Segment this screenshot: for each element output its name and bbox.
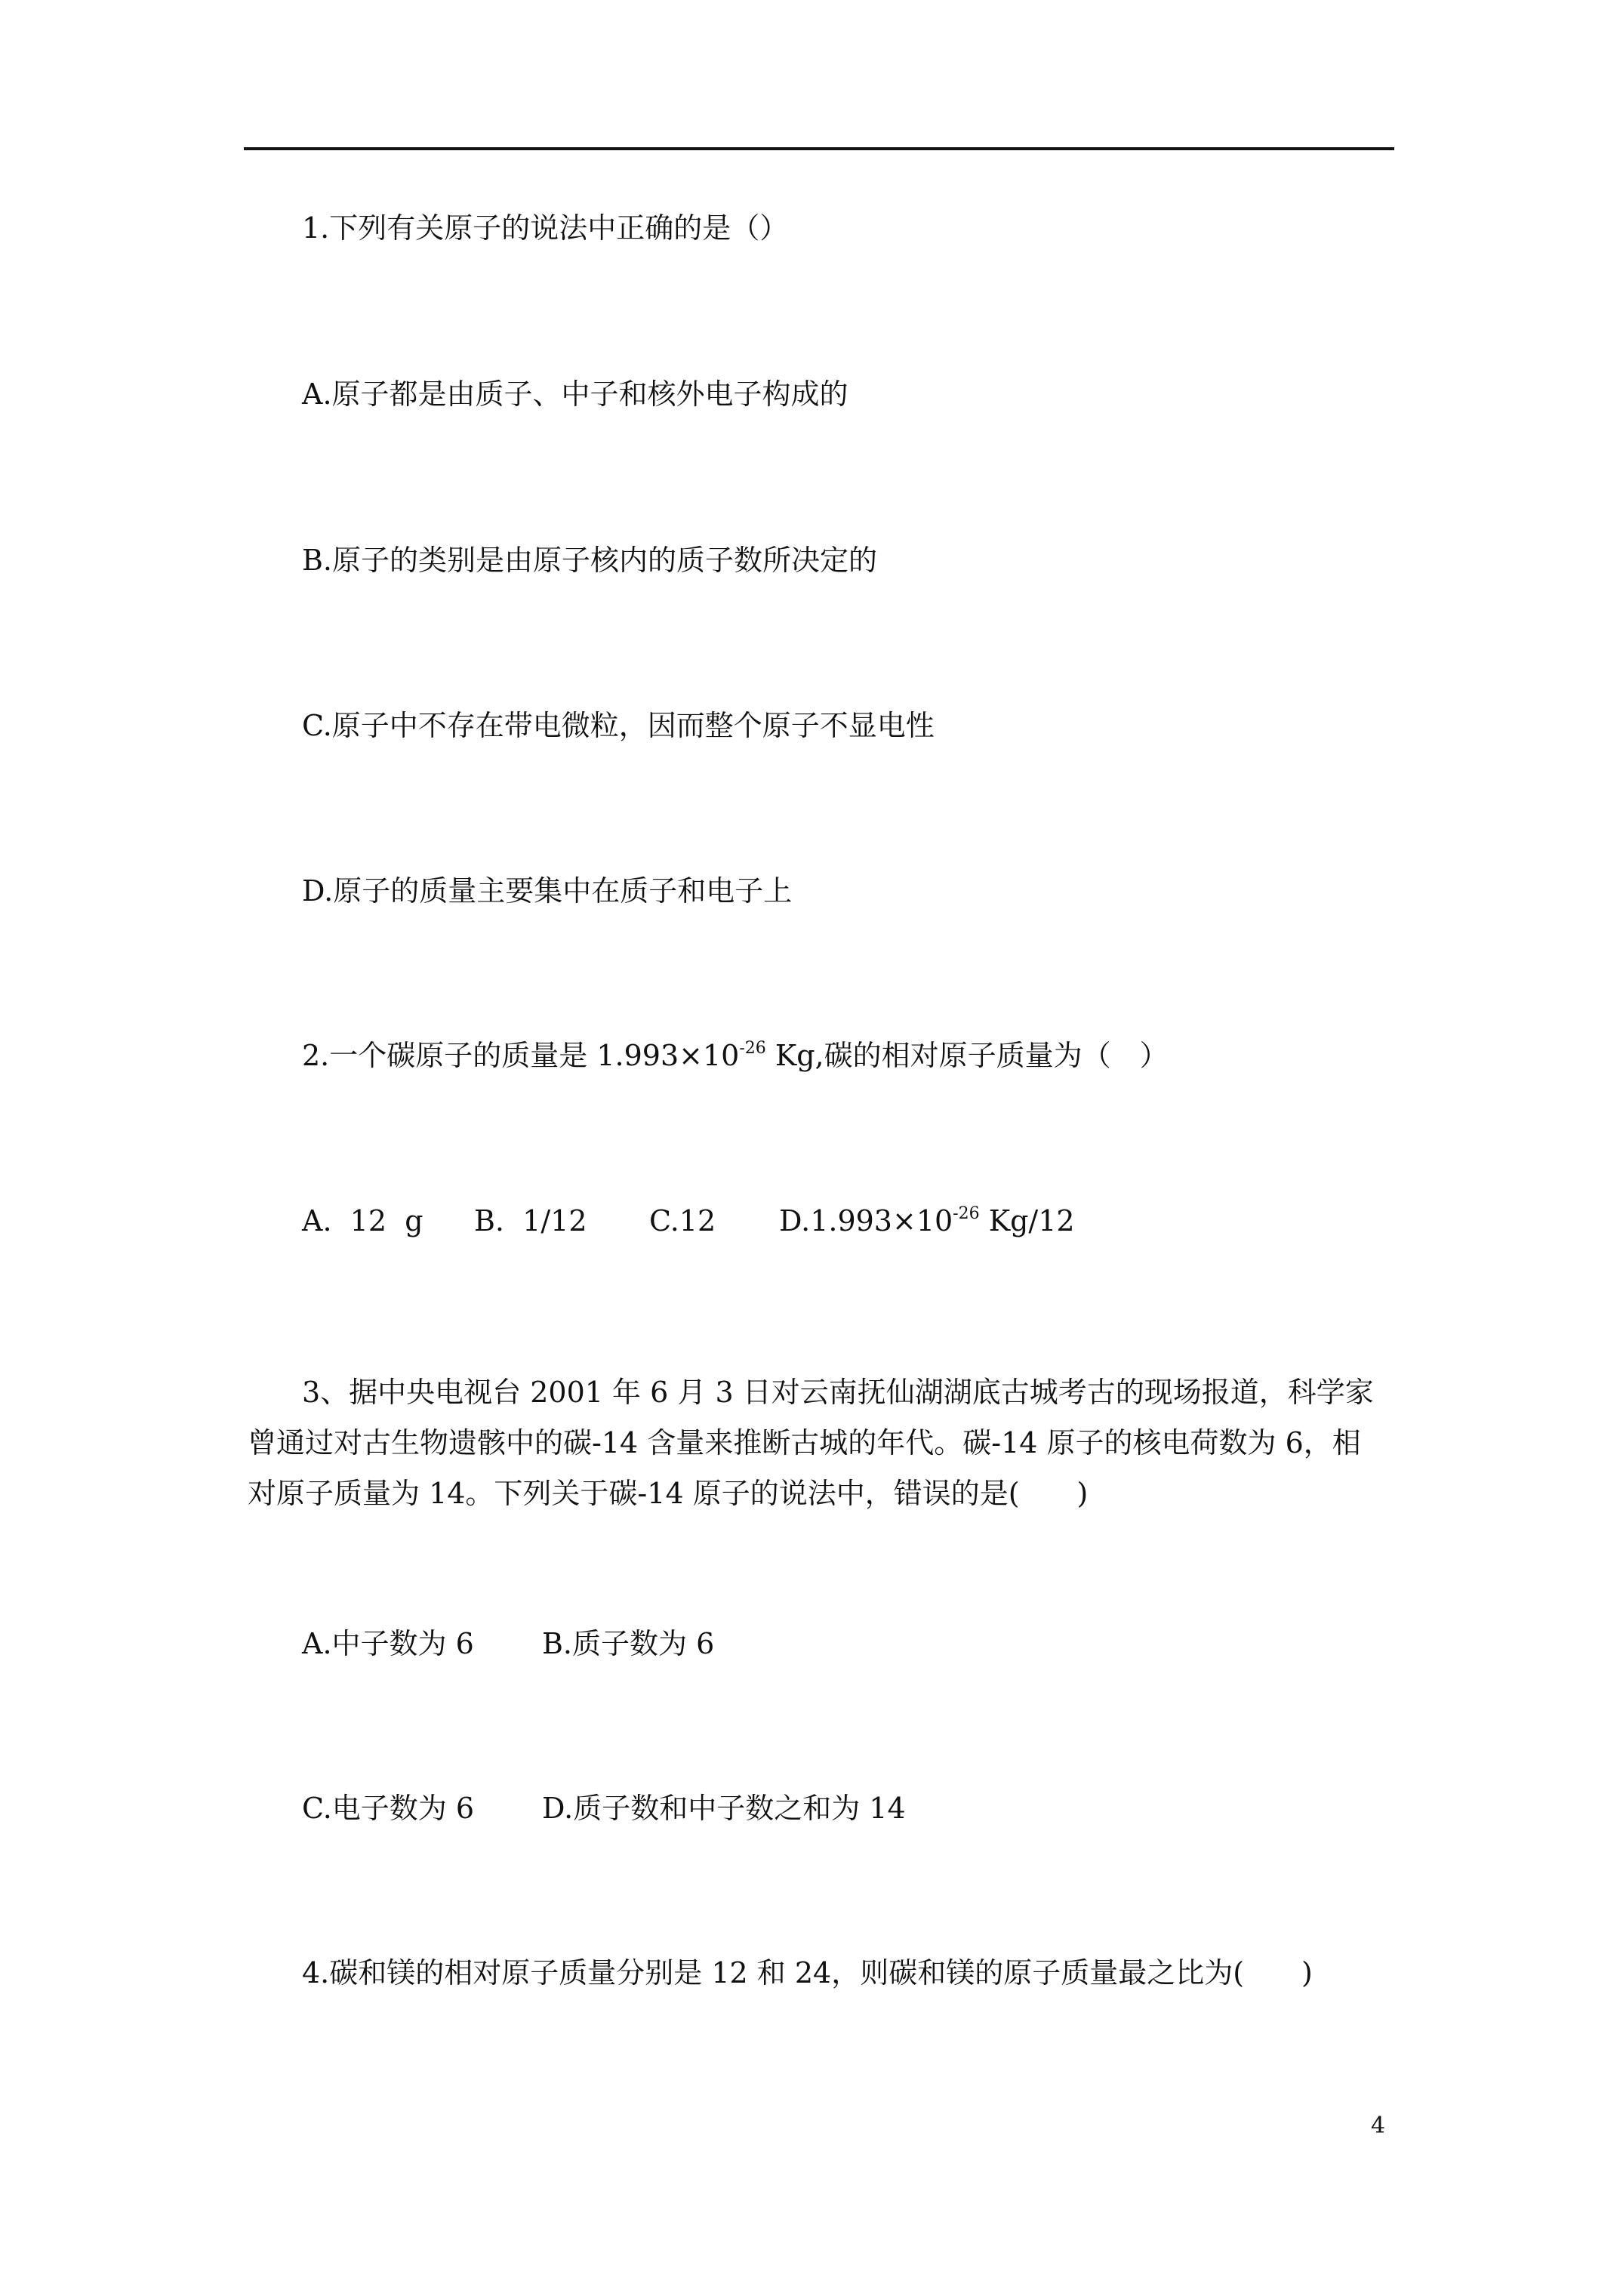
question-3-option-c: C.电子数为 6: [302, 1792, 475, 1825]
question-2-option-d-suffix: Kg/12: [979, 1204, 1075, 1237]
question-2-option-d-prefix: D.1.993×10: [779, 1204, 953, 1237]
question-3-option-a: A.中子数为 6: [302, 1627, 474, 1660]
question-1-option-b: B.原子的类别是由原子核内的质子数所决定的: [302, 544, 878, 577]
question-2-option-d: [779, 1203, 1075, 1239]
question-3-option-b: B.质子数为 6: [542, 1627, 715, 1660]
page-number: 4: [1371, 2113, 1386, 2139]
question-2-stem-prefix: 2.一个碳原子的质量是 1.993×10: [302, 1039, 740, 1072]
question-3-options-row-1: [302, 1626, 714, 1662]
question-2-stem-suffix: Kg,碳的相对原子质量为（ ）: [765, 1039, 1169, 1072]
question-3-stem: 3、据中央电视台 2001 年 6 月 3 日对云南抚仙湖湖底古城考古的现场报道，科学家曾通过对古生物遗骸中的碳-14 含量来推断古城的年代。碳-14 原子的核电荷数为 6，相对原子质量为 14。下列关于碳-14 原子的说法中，错误的是( ): [248, 1376, 1374, 1510]
question-1-option-d: D.原子的质量主要集中在质子和电子上: [302, 874, 793, 908]
question-2-option-b: B. 1/12: [474, 1204, 587, 1237]
question-1-option-a: A.原子都是由质子、中子和核外电子构成的: [302, 378, 848, 411]
question-2-stem: [302, 1037, 1169, 1074]
question-3-option-d: D.质子数和中子数之和为 14: [542, 1792, 906, 1825]
question-2-option-d-exponent: -26: [953, 1204, 980, 1223]
question-3-options-row-2: [302, 1790, 906, 1826]
question-2-option-a: A. 12 g: [302, 1204, 423, 1237]
question-4-stem: 4.碳和镁的相对原子质量分别是 12 和 24，则碳和镁的原子质量最之比为( ): [302, 1956, 1313, 1989]
question-1-stem: 1.下列有关原子的说法中正确的是（）: [302, 211, 789, 245]
question-2-options: [302, 1203, 1075, 1239]
question-1-option-c: C.原子中不存在带电微粒，因而整个原子不显电性: [302, 709, 935, 742]
question-2-option-c: C.12: [649, 1204, 716, 1237]
question-2-stem-exponent: -26: [739, 1039, 766, 1058]
header-rule: [244, 147, 1394, 150]
